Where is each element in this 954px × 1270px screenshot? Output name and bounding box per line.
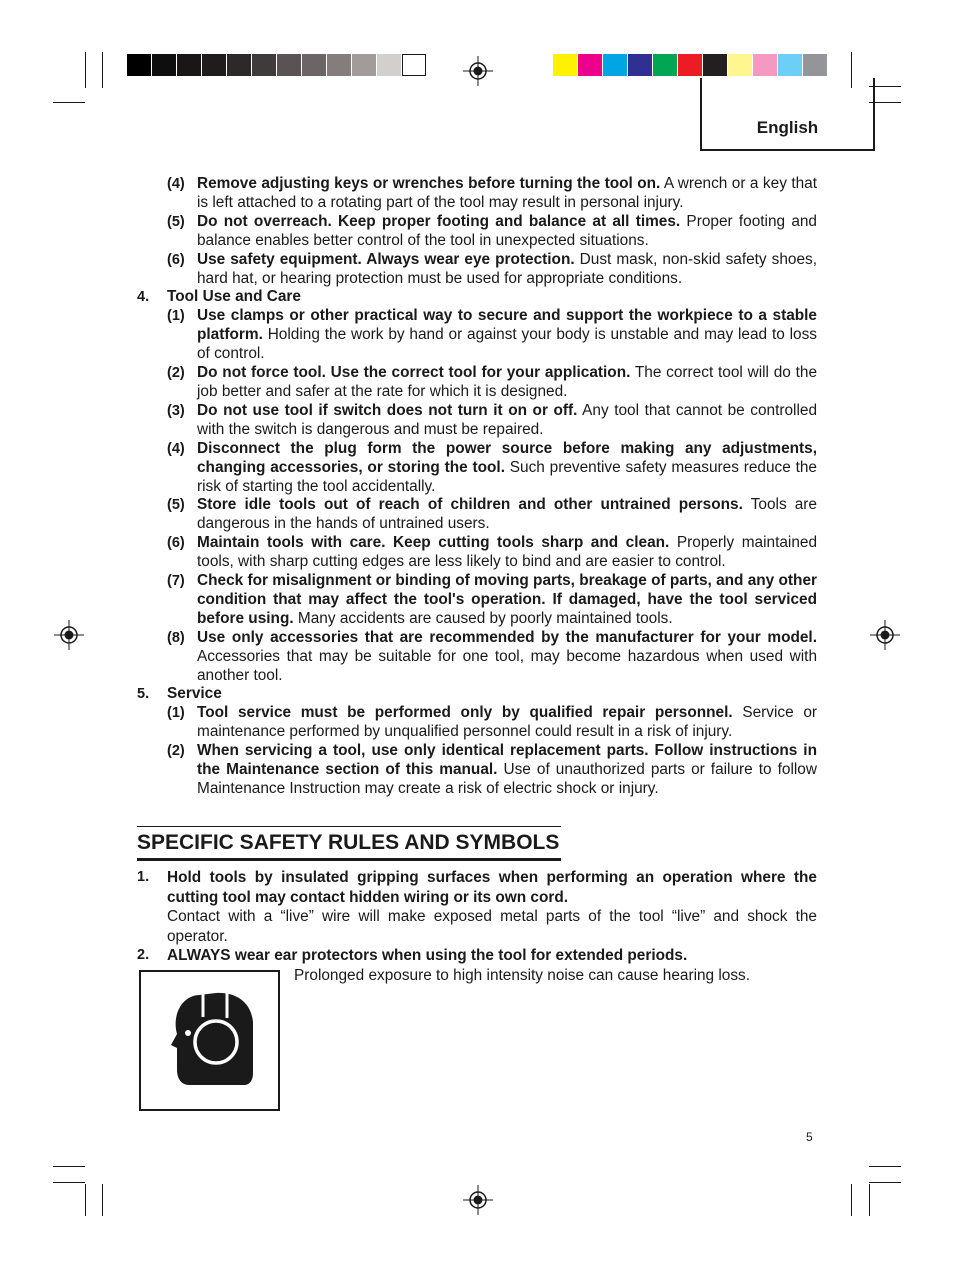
color-swatch bbox=[703, 54, 727, 76]
item-bold-text: Tool service must be performed only by qualified repair personnel. bbox=[197, 704, 733, 722]
rule-bold-text: ALWAYS wear ear protectors when using the tool for extended periods. bbox=[167, 947, 688, 964]
crop-mark bbox=[53, 1166, 85, 1167]
color-swatch bbox=[678, 54, 702, 76]
item-text: Many accidents are caused by poorly maintained tools. bbox=[293, 609, 673, 627]
section5-heading bbox=[137, 685, 817, 704]
registration-mark-icon bbox=[870, 620, 900, 650]
item-number: (1) bbox=[167, 705, 185, 722]
color-swatch bbox=[252, 54, 276, 76]
list-item bbox=[167, 251, 817, 289]
color-swatch bbox=[553, 54, 577, 76]
item-text: The correct tool will do the job better and safer at the rate for which it is designed. bbox=[197, 364, 818, 400]
item-text: Dust mask, non-skid safety shoes, hard hat, or hearing protection must be used for appropriate conditions. bbox=[197, 250, 817, 287]
color-swatch bbox=[603, 54, 627, 76]
section4-heading bbox=[137, 288, 817, 307]
item-number: (5) bbox=[167, 497, 185, 514]
crop-mark bbox=[53, 1182, 85, 1183]
item-bold-text: Disconnect the plug form the power source before making any adjustments, changing accessories, or storing the tool. bbox=[197, 439, 817, 476]
item-number: (5) bbox=[167, 213, 185, 230]
color-swatch bbox=[152, 54, 176, 76]
item-text: Properly maintained tools, with sharp cutting edges are less likely to bind and are easier to control. bbox=[197, 534, 818, 571]
color-swatch bbox=[778, 54, 802, 76]
color-swatch bbox=[653, 54, 677, 76]
item-number: (2) bbox=[167, 365, 185, 382]
color-swatch bbox=[202, 54, 226, 76]
item-bold-text: Use clamps or other practical way to secure and support the workpiece to a stable platform. bbox=[197, 307, 817, 344]
item-bold-text: Maintain tools with care. Keep cutting tools sharp and clean. bbox=[197, 534, 670, 552]
item-bold-text: Do not force tool. Use the correct tool for your application. bbox=[197, 364, 631, 382]
general-safety-rules bbox=[137, 175, 817, 799]
item-number: (7) bbox=[167, 573, 185, 590]
item-bold-text: Use only accessories that are recommended by the manufacturer for your model. bbox=[197, 628, 817, 646]
list-item bbox=[167, 213, 817, 251]
color-swatch bbox=[352, 54, 376, 76]
item-number: (4) bbox=[167, 440, 185, 457]
crop-mark bbox=[53, 102, 85, 103]
registration-mark-icon bbox=[54, 620, 84, 650]
crop-mark bbox=[85, 1184, 86, 1216]
list-item bbox=[167, 629, 817, 686]
item-text: Accessories that may be suitable for one tool, may become hazardous when used with another tool. bbox=[197, 647, 817, 684]
item-bold-text: Store idle tools out of reach of children and other untrained persons. bbox=[197, 496, 743, 514]
list-item bbox=[167, 440, 817, 497]
list-item bbox=[167, 496, 817, 534]
list-item bbox=[167, 742, 817, 799]
crop-mark bbox=[869, 1182, 901, 1183]
color-swatch bbox=[402, 54, 426, 76]
section-number: 4. bbox=[137, 289, 150, 306]
color-swatch bbox=[177, 54, 201, 76]
list-item bbox=[167, 402, 817, 440]
item-number: (3) bbox=[167, 402, 185, 419]
page-number: 5 bbox=[806, 1130, 813, 1144]
item-number: (6) bbox=[167, 251, 185, 268]
section5-items bbox=[167, 704, 817, 799]
list-item bbox=[167, 307, 817, 364]
crop-mark bbox=[851, 1184, 852, 1216]
language-label: English bbox=[756, 118, 819, 137]
list-item bbox=[167, 175, 817, 213]
crop-mark bbox=[869, 1166, 901, 1167]
item-text: Tools are dangerous in the hands of untrained users. bbox=[197, 496, 817, 533]
item-bold-text: Do not overreach. Keep proper footing and balance at all times. bbox=[197, 212, 681, 230]
registration-mark-icon bbox=[463, 1185, 493, 1215]
color-swatch bbox=[227, 54, 251, 76]
color-swatch bbox=[127, 54, 151, 76]
section-title: Service bbox=[167, 685, 222, 703]
specific-rules-heading: SPECIFIC SAFETY RULES AND SYMBOLS bbox=[137, 826, 561, 861]
crop-mark bbox=[102, 1184, 103, 1216]
item-number: (6) bbox=[167, 535, 185, 552]
rule-number: 2. bbox=[137, 947, 150, 963]
item-bold-text: Check for misalignment or binding of moving parts, breakage of parts, and any other condition that may affect the tool's operation. If damaged, have the tool serviced before using. bbox=[197, 572, 817, 627]
section3-continued bbox=[167, 175, 817, 288]
ear-protection-icon bbox=[141, 972, 278, 1109]
item-text: Use of unauthorized parts or failure to follow Maintenance Instruction may create a risk of electric shock or injury. bbox=[197, 761, 817, 797]
item-text: Proper footing and balance enables better control of the tool in unexpected situations. bbox=[197, 212, 817, 249]
item-number: (2) bbox=[167, 743, 185, 760]
crop-mark bbox=[869, 1184, 870, 1216]
color-swatch bbox=[728, 54, 752, 76]
rule-number: 1. bbox=[137, 869, 150, 885]
color-swatch bbox=[628, 54, 652, 76]
crop-mark bbox=[85, 52, 86, 88]
list-item bbox=[167, 534, 817, 572]
item-text: A wrench or a key that is left attached to a rotating part of the tool may result in personal injury. bbox=[197, 175, 817, 211]
color-swatch bbox=[277, 54, 301, 76]
language-tab bbox=[700, 78, 875, 151]
section-number: 5. bbox=[137, 686, 150, 703]
rule-text: Prolonged exposure to high intensity noise can cause hearing loss. bbox=[294, 966, 751, 984]
color-swatch bbox=[302, 54, 326, 76]
crop-mark bbox=[102, 52, 103, 88]
rule-text: Contact with a “live” wire will make exposed metal parts of the tool “live” and shock the operator. bbox=[167, 908, 817, 945]
section4-items bbox=[167, 307, 817, 685]
color-swatch bbox=[753, 54, 777, 76]
item-number: (1) bbox=[167, 308, 185, 325]
item-text: Holding the work by hand or against your body is unstable and may lead to loss of control. bbox=[197, 326, 817, 363]
item-bold-text: Remove adjusting keys or wrenches before turning the tool on. bbox=[197, 175, 661, 192]
list-item bbox=[167, 572, 817, 629]
item-text: Service or maintenance performed by unqualified personnel could result in a risk of injury. bbox=[197, 704, 817, 741]
item-bold-text: Do not use tool if switch does not turn it on or off. bbox=[197, 401, 578, 419]
list-item bbox=[167, 364, 817, 402]
color-swatch bbox=[578, 54, 602, 76]
rule-bold-text: Hold tools by insulated gripping surfaces when performing an operation where the cutting tool may contact hidden wiring or its own cord. bbox=[167, 869, 817, 906]
specific-rules bbox=[137, 868, 817, 985]
list-item bbox=[167, 704, 817, 742]
item-number: (4) bbox=[167, 176, 185, 192]
color-swatch bbox=[327, 54, 351, 76]
item-bold-text: Use safety equipment. Always wear eye protection. bbox=[197, 250, 575, 268]
item-text: Such preventive safety measures reduce the risk of starting the tool accidentally. bbox=[197, 458, 817, 495]
item-text: Any tool that cannot be controlled with the switch is dangerous and must be repaired. bbox=[197, 401, 817, 438]
rule-item bbox=[137, 868, 817, 946]
item-bold-text: When servicing a tool, use only identical replacement parts. Follow instructions in the Maintenance section of this manual. bbox=[197, 742, 817, 779]
section-title: Tool Use and Care bbox=[167, 288, 301, 306]
color-swatch bbox=[377, 54, 401, 76]
item-number: (8) bbox=[167, 629, 185, 646]
registration-mark-icon bbox=[463, 56, 493, 86]
color-swatch bbox=[803, 54, 827, 76]
ear-protection-symbol bbox=[139, 970, 280, 1111]
